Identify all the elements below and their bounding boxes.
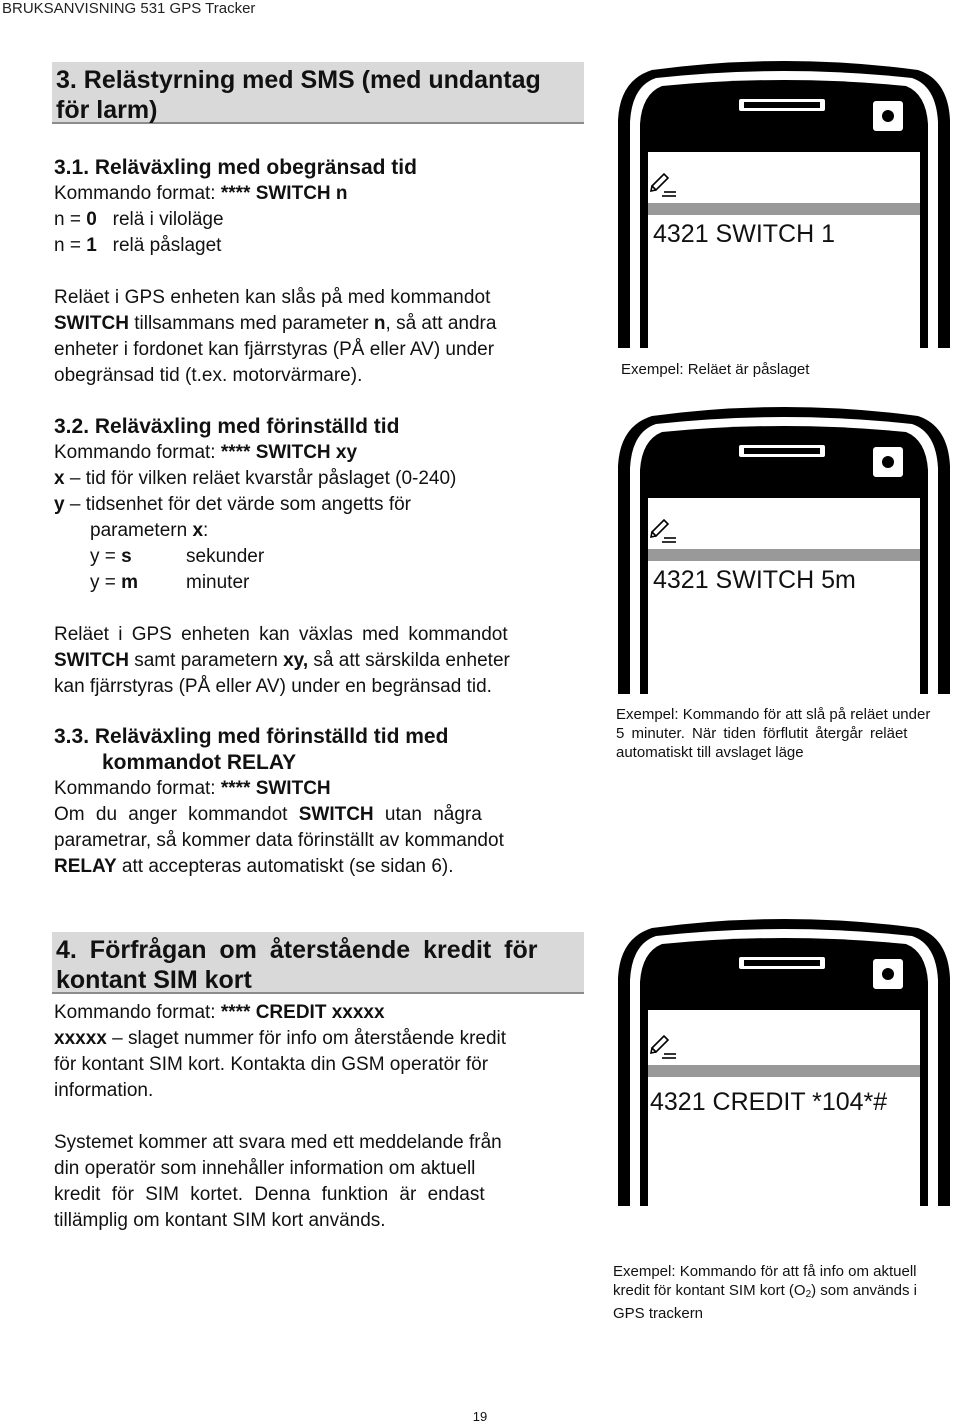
command-format <box>54 776 582 802</box>
param-prefix: n = <box>54 209 87 230</box>
section-3-3-heading-cont: kommandot RELAY <box>102 751 297 774</box>
section-3-1-heading: 3.1. Reläväxling med obegränsad tid <box>54 156 417 179</box>
param-desc: relä påslaget <box>112 235 222 256</box>
phone-svg <box>612 60 956 348</box>
param-desc: – tid för vilken reläet kvarstår påslaget (0-240) <box>64 468 457 489</box>
caption-text: kredit för kontant SIM kort (O <box>613 1282 806 1299</box>
text: Om du anger kommandot <box>54 804 299 825</box>
screen-bar <box>648 203 920 215</box>
screen-text: 4321 CREDIT *104*# <box>650 1088 888 1116</box>
param-desc: relä i viloläge <box>112 209 224 230</box>
section-4-body <box>54 1000 582 1234</box>
text: : <box>203 520 209 541</box>
unit-option <box>54 544 582 570</box>
camera-lens <box>882 110 894 122</box>
param-x <box>54 466 582 492</box>
description-line <box>54 854 582 880</box>
section-4-title <box>52 932 584 994</box>
format-command: **** CREDIT xxxxx <box>220 1002 385 1023</box>
caption-line: automatiskt till avslaget läge <box>616 744 804 761</box>
description-line: enheter i fordonet kan fjärrstyras (PÅ eller AV) under <box>54 339 495 360</box>
speaker-grille <box>744 448 820 454</box>
param-y <box>54 492 582 518</box>
description-line: Reläet i GPS enheten kan växlas med kommandot <box>54 624 508 645</box>
keyword: SWITCH <box>298 804 374 825</box>
param-key: x <box>54 468 65 489</box>
caption-line: Exempel: Kommando för att slå på reläet under <box>616 706 931 723</box>
section-3-2-heading: 3.2. Reläväxling med förinställd tid <box>54 415 400 438</box>
caption-text: ) som används i <box>811 1282 918 1299</box>
keyword: n <box>373 313 386 334</box>
section-3-title <box>52 62 584 124</box>
param-y-cont <box>54 518 582 544</box>
keyword: xy, <box>283 650 309 671</box>
command-format <box>54 1000 582 1026</box>
description-line: tillämplig om kontant SIM kort används. <box>54 1210 386 1231</box>
keyword: RELAY <box>54 856 117 877</box>
param-option <box>54 233 582 259</box>
text: parametern <box>90 520 193 541</box>
param-xxxxx <box>54 1026 582 1052</box>
caption-line: GPS trackern <box>613 1305 704 1322</box>
description-line: parametrar, så kommer data förinställt av kommandot <box>54 830 504 851</box>
phone-caption <box>616 705 956 762</box>
caption-line <box>613 1281 958 1304</box>
description-line: obegränsad tid (t.ex. motorvärmare). <box>54 365 363 386</box>
section-3-title-line2: för larm) <box>56 96 158 124</box>
description-line: kan fjärrstyras (PÅ eller AV) under en begränsad tid. <box>54 676 492 697</box>
section-3-2 <box>54 414 582 700</box>
param-key: xxxxx <box>54 1028 107 1049</box>
text: samt parametern <box>128 650 284 671</box>
keyword: SWITCH <box>54 313 129 334</box>
section-3-3-heading: 3.3. Reläväxling med förinställd tid med <box>54 725 449 748</box>
phone-illustration <box>612 406 956 694</box>
camera-lens <box>882 456 894 468</box>
param-desc: – tidsenhet för det värde som angetts för <box>64 494 411 515</box>
unit-prefix: y = <box>90 546 122 567</box>
text: tillsammans med parameter <box>128 313 374 334</box>
format-command: **** SWITCH n <box>220 183 348 204</box>
screen-text: 4321 SWITCH 1 <box>653 220 836 248</box>
command-format <box>54 181 582 207</box>
unit-desc: minuter <box>186 572 250 593</box>
format-command: **** SWITCH <box>220 778 331 799</box>
text: så att särskilda enheter <box>308 650 510 671</box>
description-line: kredit för SIM kortet. Denna funktion är endast <box>54 1184 485 1205</box>
format-label: Kommando format: <box>54 778 221 799</box>
subscript: 2 <box>805 1289 812 1300</box>
param-prefix: n = <box>54 235 87 256</box>
unit-prefix: y = <box>90 572 122 593</box>
format-label: Kommando format: <box>54 442 221 463</box>
description-line: Systemet kommer att svara med ett meddelande från <box>54 1132 502 1153</box>
section-3-3 <box>54 724 582 880</box>
phone-screen <box>648 498 920 694</box>
phone-illustration <box>612 918 956 1206</box>
screen-bar <box>648 1065 920 1077</box>
unit-desc: sekunder <box>186 546 265 567</box>
description-line: Reläet i GPS enheten kan slås på med kommandot <box>54 287 491 308</box>
phone-screen <box>648 152 920 348</box>
phone-illustration <box>612 60 956 348</box>
description-line: din operatör som innehåller information om aktuell <box>54 1158 476 1179</box>
description-line <box>54 802 582 828</box>
param-value: 1 <box>86 235 97 256</box>
caption-line: 5 minuter. När tiden förflutit återgår reläet <box>616 725 908 742</box>
description-line: för kontant SIM kort. Kontakta din GSM operatör för <box>54 1054 489 1075</box>
section-3-title-line1: 3. Relästyrning med SMS (med undantag <box>56 66 541 94</box>
keyword: SWITCH <box>54 650 129 671</box>
param-key: y <box>54 494 65 515</box>
description-line: information. <box>54 1080 154 1101</box>
description-line <box>54 648 582 674</box>
running-header: BRUKSANVISNING 531 GPS Tracker <box>2 0 256 17</box>
unit-option <box>54 570 582 596</box>
unit-value: m <box>121 572 139 593</box>
param-option <box>54 207 582 233</box>
unit-value: s <box>121 546 132 567</box>
phone-caption: Exempel: Reläet är påslaget <box>621 361 810 378</box>
section-4-title-line2: kontant SIM kort <box>56 966 252 994</box>
speaker-grille <box>744 102 820 108</box>
text: , så att andra <box>385 313 497 334</box>
param-value: 0 <box>86 209 97 230</box>
screen-bar <box>648 549 920 561</box>
text: utan några <box>373 804 482 825</box>
format-label: Kommando format: <box>54 183 221 204</box>
caption-line: Exempel: Kommando för att få info om aktuell <box>613 1263 917 1280</box>
keyword: x <box>192 520 204 541</box>
format-label: Kommando format: <box>54 1002 221 1023</box>
section-4-title-line1: 4. Förfrågan om återstående kredit för <box>56 936 538 964</box>
phone-svg <box>612 406 956 694</box>
phone-svg <box>612 918 956 1206</box>
section-3-1 <box>54 155 582 389</box>
format-command: **** SWITCH xy <box>220 442 358 463</box>
page-number: 19 <box>472 1409 488 1424</box>
description-line <box>54 311 582 337</box>
screen-text: 4321 SWITCH 5m <box>653 566 856 594</box>
command-format <box>54 440 582 466</box>
text: att accepteras automatiskt (se sidan 6). <box>116 856 454 877</box>
speaker-grille <box>744 960 820 966</box>
phone-caption <box>613 1262 958 1323</box>
camera-lens <box>882 968 894 980</box>
param-desc: – slaget nummer för info om återstående kredit <box>106 1028 507 1049</box>
